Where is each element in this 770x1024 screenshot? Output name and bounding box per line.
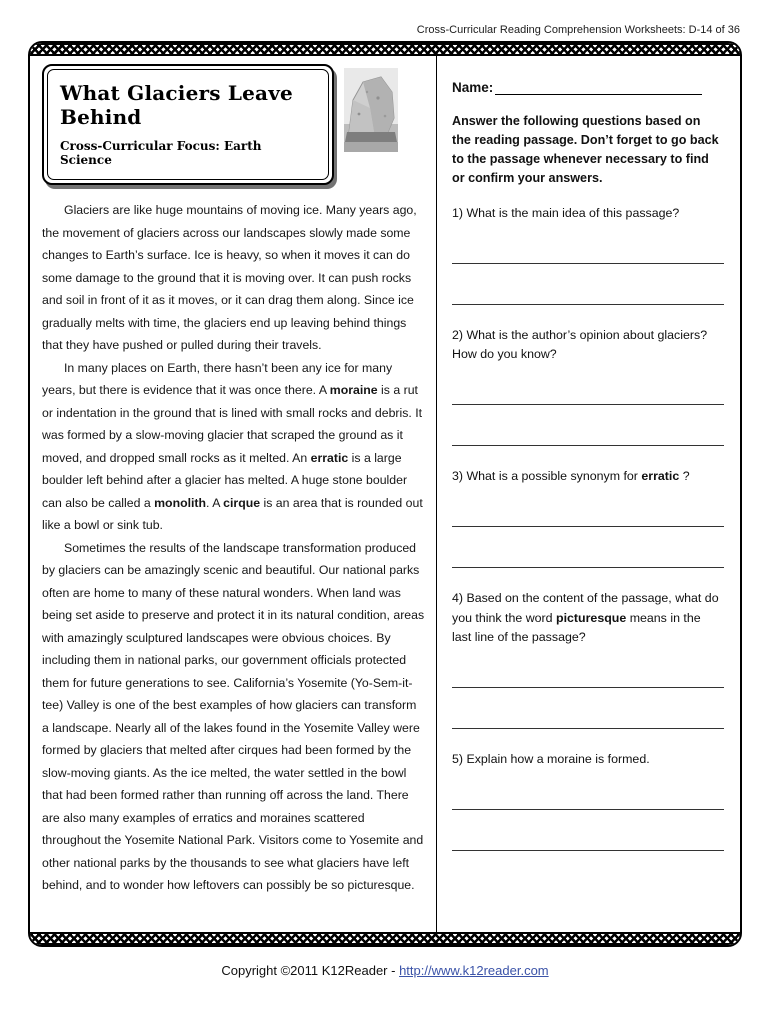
- text-run: In many places on Earth, there hasn’t been any ice for many years, but there is evidence that it was once there. A: [42, 360, 393, 397]
- text-run: 2) What is the author’s opinion about glaciers? How do you know?: [452, 327, 708, 361]
- name-label: Name:: [452, 80, 494, 95]
- worksheet-subtitle: Cross-Curricular Focus: Earth Science: [60, 139, 262, 167]
- boulder-photo-graphic: [344, 68, 398, 152]
- text-run: is an area that is rounded out like a bowl or sink tub.: [42, 495, 423, 532]
- bold-term: erratic: [641, 469, 680, 484]
- text-run: means in the last line of the passage?: [452, 610, 701, 644]
- content-columns: [30, 56, 740, 932]
- question-text: [452, 467, 726, 486]
- text-run: . A: [206, 495, 224, 510]
- question-text: [452, 204, 726, 223]
- worksheet-title: What Glaciers Leave Behind: [60, 81, 293, 129]
- question: [452, 204, 726, 305]
- text-run: 3) What is a possible synonym for: [452, 469, 642, 484]
- passage-paragraph: [42, 357, 426, 537]
- title-row: [42, 64, 426, 185]
- questions-column: [437, 56, 740, 932]
- title-box: [42, 64, 334, 185]
- bold-term: monolith: [154, 495, 207, 510]
- name-blank-line: [495, 80, 702, 95]
- answer-line: [452, 647, 724, 688]
- worksheet-reference: Cross-Curricular Reading Comprehension Worksheets: D-14 of 36: [416, 24, 740, 36]
- answer-line: [452, 486, 724, 527]
- answer-line: [452, 688, 724, 729]
- text-run: 4) Based on the content of the passage, what do you think the word: [452, 591, 719, 625]
- decorative-band-top: [30, 43, 740, 56]
- bold-term: picturesque: [556, 610, 627, 625]
- bold-term: erratic: [310, 450, 349, 465]
- text-run: Glaciers are like huge mountains of moving ice. Many years ago, the movement of glaciers across our landscapes slowly made some changes to Earth’s surface. Ice is heavy, so when it moves it can do some damage to the ground that it is moving over. It can push rocks and soil in front of it as it moves, or it can drag them along. Since ice gradually melts with time, the glaciers end up leaving behind things that they have pushed or pulled during their travels.: [42, 203, 417, 352]
- worksheet-page-border: [28, 41, 742, 947]
- answer-line: [452, 223, 724, 264]
- text-run: is a rut or indentation in the ground that is lined with small rocks and debris. It was formed by a slow-moving glacier that scraped the ground as it moved, and dropped small rocks as it melted. An: [42, 383, 423, 465]
- text-run: 1) What is the main idea of this passage?: [452, 205, 680, 220]
- title-box-inner: [47, 69, 329, 180]
- instructions: Answer the following questions based on the reading passage. Don’t forget to go back to the passage whenever necessary to find or confirm your answers.: [452, 114, 719, 185]
- answer-line: [452, 527, 724, 568]
- question-text: [452, 326, 726, 364]
- passage-paragraph: [42, 537, 426, 897]
- text-run: is a large boulder left behind after a glacier has melted. A huge stone boulder can also be called a: [42, 450, 408, 510]
- question: [452, 326, 726, 446]
- question: [452, 589, 726, 729]
- answer-line: [452, 264, 724, 305]
- text-run: 5) Explain how a moraine is formed.: [452, 752, 650, 767]
- boulder-photo: [344, 68, 398, 152]
- question: [452, 467, 726, 568]
- answer-line: [452, 405, 724, 446]
- passage-paragraph: [42, 199, 426, 357]
- decorative-band-bottom: [30, 932, 740, 945]
- footer: [0, 963, 770, 978]
- question-text: [452, 589, 726, 647]
- question-text: [452, 750, 726, 769]
- question: [452, 750, 726, 851]
- bold-term: cirque: [223, 495, 261, 510]
- passage: [42, 199, 426, 897]
- footer-link[interactable]: http://www.k12reader.com: [399, 963, 549, 978]
- text-run: ?: [679, 469, 690, 484]
- text-run: Sometimes the results of the landscape transformation produced by glaciers can be amazingly scenic and beautiful. Our national parks often are home to many of these natural wonders. When land was being set aside to preserve and protect it in its natural condition, areas with amazingly sculptured landscapes were obvious choices. By including them in national parks, our government officials protected them for future generations to see. California’s Yosemite (Yo-Sem-it-tee) Valley is one of the best examples of how glaciers can transform a landscape. Nearly all of the lakes found in the Yosemite Valley were formed by glaciers that melted after cirques had been formed by the slow-moving giants. As the ice melted, the water settled in the bowl that had been formed rather than running off across the land. There are also many examples of erratics and moraines scattered throughout the Yosemite National Park. Visitors come to Yosemite and other national parks by the thousands to see what glaciers have left behind, and to wonder how leftovers can possibly be so picturesque.: [42, 540, 425, 892]
- answer-line: [452, 810, 724, 851]
- copyright-text: Copyright ©2011 K12Reader -: [221, 963, 400, 978]
- bold-term: moraine: [329, 383, 378, 397]
- answer-line: [452, 769, 724, 810]
- name-row: [452, 80, 726, 95]
- answer-line: [452, 364, 724, 405]
- questions: [452, 204, 726, 852]
- passage-column: [30, 56, 437, 932]
